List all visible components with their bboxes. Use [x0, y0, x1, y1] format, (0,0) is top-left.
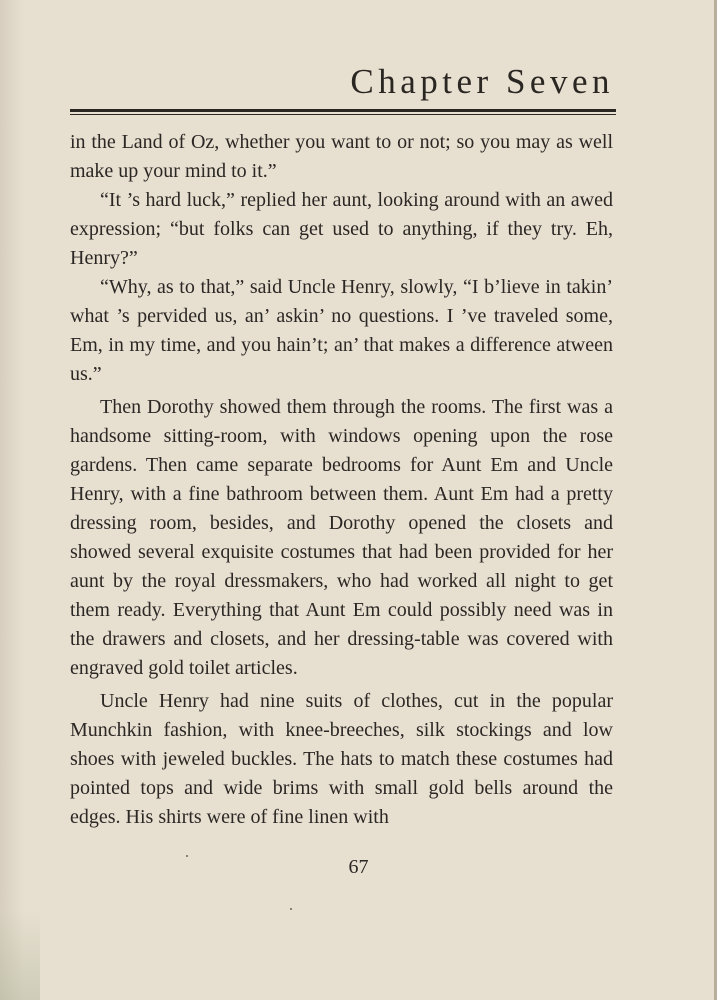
paragraph: “Why, as to that,” said Uncle Henry, slowly, “I b’lieve in takin’ what ’s pervided us, an’ askin’ no questions. I ’ve traveled some, Em, in my time, and you hain’t; an’ that makes a difference atween us.”: [70, 276, 613, 385]
chapter-heading: Chapter Seven: [350, 62, 614, 101]
heading-rule-thin: [70, 114, 616, 115]
paper-speck: [290, 908, 292, 910]
paragraph: Uncle Henry had nine suits of clothes, cut in the popular Munchkin fashion, with knee-breeches, silk stockings and low shoes with jeweled buckles. The hats to match these costumes had pointed tops and wide brims with small gold bells around the edges. His shirts were of fine linen with: [70, 690, 613, 828]
paragraph-continued: in the Land of Oz, whether you want to or not; so you may as well make up your mind to it.”: [70, 131, 613, 182]
body-text: [70, 128, 613, 832]
paragraph: “It ’s hard luck,” replied her aunt, looking around with an awed expression; “but folks can get used to anything, if they try. Eh, Henry?”: [70, 189, 613, 269]
page-gutter-shadow: [0, 0, 24, 1000]
page-stain: [0, 910, 40, 1000]
paper-speck: [186, 855, 188, 857]
page-number: 67: [348, 856, 369, 878]
paragraph: Then Dorothy showed them through the rooms. The first was a handsome sitting-room, with windows opening upon the rose gardens. Then came separate bedrooms for Aunt Em and Uncle Henry, with a fine bathroom between them. Aunt Em had a pretty dressing room, besides, and Dorothy opened the closets and showed several exquisite costumes that had been provided for her aunt by the royal dressmakers, who had worked all night to get them ready. Everything that Aunt Em could possibly need was in the drawers and closets, and her dressing-table was covered with engraved gold toilet articles.: [70, 396, 613, 679]
heading-rule-thick: [70, 109, 616, 112]
